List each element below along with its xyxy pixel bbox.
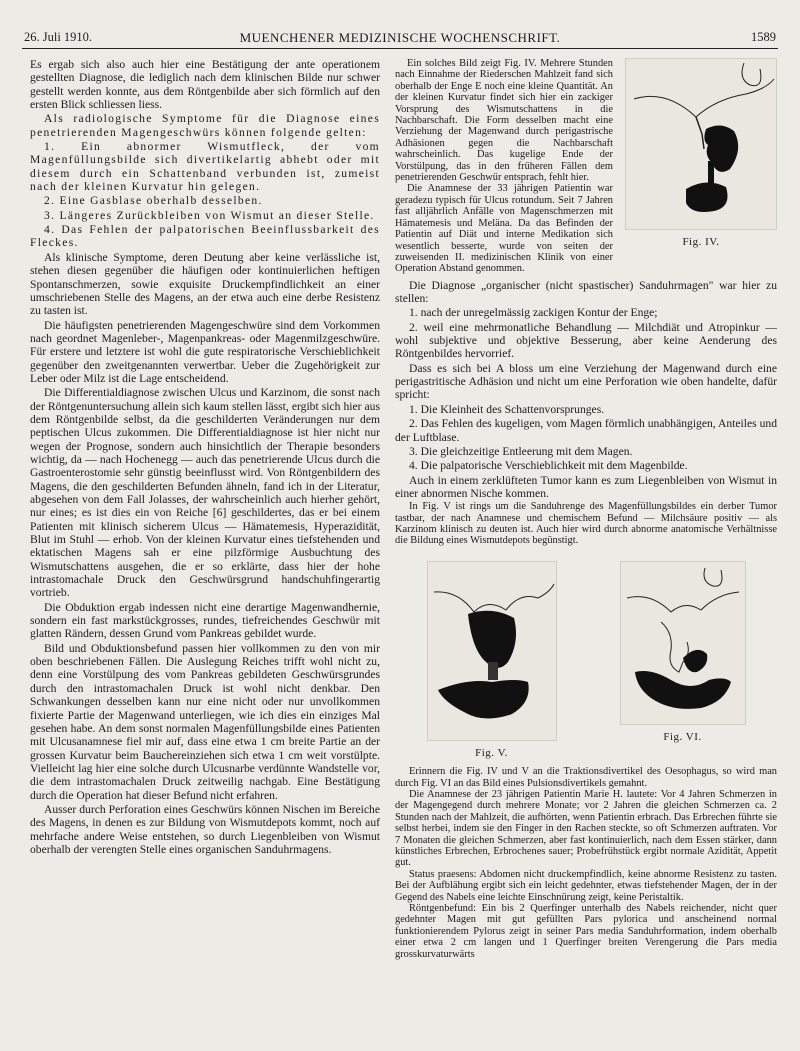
- paragraph: Ein solches Bild zeigt Fig. IV. Mehrere Stunden nach Einnahme der Riederschen Mahlzeit fand sich oberhalb der Enge E noch eine kleine Quantität. An der kleinen Kurvatur findet sich hier ein zackiger Vorsprung des Wismutschattens in die Nachbarschaft. Die Form desselben macht eine Verziehung der Magenwand durch perigastrische Adhäsionen gegen die Nachbarschaft wahrscheinlich. Das kugelige Ende der Vorstülpung, das in den früheren Fällen dem penetrierenden Geschwür entsprach, fehlt hier.: [395, 58, 613, 184]
- paragraph: Die Differentialdiagnose zwischen Ulcus und Karzinom, die sonst nach der Röntgenuntersuchung allein sich kaum stellen lässt, ergibt sich hier aus dem Röntgenbilde selbst, da die geschilderten Veränderungen nur dem peptischen Ulcus zukommen. Die Differentialdiagnose ist hier nicht nur wegen der Prognose, sondern auch hinsichtlich der Therapie besonders wichtig, da — nach Hochenegg — auch das penetrierende Ulcus durch die Gastroenterostomie sehr günstig beeinflusst wird. Von Röntgenbildern des Magens, die den geschilderten Befunden ähneln, fand ich in der Literatur, abgesehen von dem Fall Jolasses, der wahrscheinlich auch hierher gehört, nur eines; es ist dies ein von Reiche [6] geschildertes, das er bei einem Patienten mit klinisch sicherem Ulcus — Hämatemesis, Hyperazidität, Blut im Stuhl — erhob. Von der kleinen Kurvatur eines tiefstehenden und ektatischen Magens sah er eine pilzförmige Ausbuchtung des Wismutschattens ausgehen, die er so erklärte, dass hier der hohe intrastomachale Druck den Geschwürsgrund handschuhfingerartig vortrieb.: [30, 386, 380, 600]
- figure-v-caption: Fig. V.: [475, 746, 508, 759]
- list-item: 2. weil eine mehrmonatliche Behandlung — Milchdiät und Atropinkur — wohl subjektive und objektive Besserung, aber keine Aenderung des Röntgenbildes hervorrief.: [395, 320, 777, 361]
- fig4-text: [395, 58, 613, 275]
- list-item: 1. Ein abnormer Wismutfleck, der vom Magenfüllungsbilde sich divertikelartig abhebt oder mit diesem durch ein Schattenband verbunden ist, zumeist nach der kleinen Kurvatur hin gelegen.: [30, 140, 380, 194]
- paragraph: Erinnern die Fig. IV und V an die Traktionsdivertikel des Oesophagus, so wird man durch Fig. VI an das Bild eines Pulsionsdivertikels gemahnt.: [395, 766, 777, 789]
- figure-v: [427, 561, 557, 760]
- figure-iv: [625, 58, 777, 275]
- paragraph: In Fig. V ist rings um die Sanduhrenge des Magenfüllungsbildes ein derber Tumor tastbar, der nach Anamnese und chemischem Befund — Milchsäure positiv — als Karzinom klinisch zu deuten ist. Auch hier wird durch abnorme anatomische Verhältnisse die Bildung eines Wismutdepots begünstigt.: [395, 501, 777, 547]
- paragraph: Ausser durch Perforation eines Geschwürs können Nischen im Bereiche des Magens, in denen es zur Bildung von Wismutdepots kommt, noch auf mehrfache andere Weise entstehen, so durch Liegenbleiben von Wismut oberhalb der verengten Stelle eines organischen Sanduhrmagens.: [30, 802, 380, 856]
- paragraph: Bild und Obduktionsbefund passen hier vollkommen zu den von mir oben beschriebenen Fällen. Die Auslegung Reiches trifft wohl nicht zu, denn eine Vorstülpung des vom Pankreas gebildeten Geschwürsgrundes durch den intrastomachalen Druck ist wohl nicht denkbar. Den Schwankungen desselben kann nur eine nicht oder nur unvollkommen fixierte Partie der Magenwand unterliegen, wie ich dies ein einziges Mal gesehen habe. An dem sonst normalen Magenfüllungsbilde eines Patienten mit Ulcusanamnese fiel mir auf, dass eine etwa 1 cm breite Partie an der grossen Kurvatur beim Bauchereinziehen sich etwa 1 cm weit vorstülpte. Vielleicht lag hier eine solche durch Ulcusnarbe verdünnte Wandstelle vor, die dem intrastomachalen Druck zeitweilig nachgab. Eine Bestätigung durch die Operation hat dieser Befund nicht erfahren.: [30, 641, 380, 802]
- fig4-section: [395, 58, 777, 275]
- list-item: 3. Die gleichzeitige Entleerung mit dem Magen.: [409, 444, 633, 458]
- paragraph: Auch in einem zerklüfteten Tumor kann es zum Liegenbleiben von Wismut in einer abnormen Nische kommen.: [395, 473, 777, 500]
- list-item: 2. Das Fehlen des kugeligen, vom Magen förmlich unabhängigen, Anteiles und der Luftblase.: [395, 417, 777, 444]
- list-item: 1. Die Kleinheit des Schattenvorsprunges.: [409, 402, 605, 416]
- list-item: 2. Eine Gasblase oberhalb desselben.: [44, 194, 263, 208]
- list-item: 1. nach der unregelmässig zackigen Kontur der Enge;: [409, 306, 658, 320]
- figure-iv-xray-image: [625, 58, 777, 230]
- list-item: 4. Die palpatorische Verschieblichkeit mit dem Magenbilde.: [409, 459, 688, 473]
- list-item: 3. Längeres Zurückbleiben von Wismut an dieser Stelle.: [44, 208, 375, 222]
- figure-vi-caption: Fig. VI.: [663, 730, 702, 743]
- page-header: [22, 26, 778, 49]
- journal-title: MUENCHENER MEDIZINISCHE WOCHENSCHRIFT.: [239, 30, 561, 45]
- paragraph: Als klinische Symptome, deren Deutung aber keine verlässliche ist, stehen diesen gegenüber die häufigen oder kontinuierlichen heftigen Spontanschmerzen, sowie exquisite Druckempfindlichkeit an einer umschriebenen Stelle des Magens, an der etwa auch eine derbe Resistenz zu tasten ist.: [30, 250, 380, 318]
- paragraph: Es ergab sich also auch hier eine Bestätigung der ante operationem gestellten Diagnose, die lediglich nach dem klinischen Bilde nur schwer gestellt werden konnte, aus dem Röntgenbilde aber sich förmlich auf den ersten Blick schliessen liess.: [30, 58, 380, 112]
- list-item: 4. Das Fehlen der palpatorischen Beeinflussbarkeit des Fleckes.: [30, 223, 380, 250]
- paragraph: Die Anamnese der 23 jährigen Patientin Marie H. lautete: Vor 4 Jahren Schmerzen in der Magengegend durch mehrere Monate; vor 2 Jahren die gleichen Schmerzen ca. 2 Stunden nach der Mahlzeit, die aufhörten, wenn Patientin erbrach. Das Erbrechen führte sie selbst herbei, indem sie den Finger in den Rachen steckte, so oft Schmerzen auftraten. Vor 7 Monaten die gleichen Schmerzen, aber fast kontinuierlich, nach dem Essen stärker, dann künstliches Erbrechen, Erbrochenes sauer; Probefrühstück ergibt normale Azidität, Appetit gut.: [395, 789, 777, 869]
- paragraph: Die häufigsten penetrierenden Magengeschwüre sind dem Vorkommen nach geordnet Magenleber-, Magenpankreas- oder Magenmilzgeschwüre. Für erstere und letztere ist wohl die gute respiratorische Verschieblichkeit gegenüber den zweitgenannten verwertbar. Ueber die Zugehörigkeit zur Leber oder Milz ist die Lage entscheidend.: [30, 318, 380, 385]
- paragraph: Die Anamnese der 33 jährigen Patientin war geradezu typisch für Ulcus rotundum. Seit 7 Jahren fast alljährlich Anfälle von Magenschmerzen mit Hämatemesis und Meläna. Da das Befinden der Patientin auf Diät und interne Medikation sich wesentlich besserte, wurde von seiten der zuweisenden II. medizinischen Klinik von einer Operation Abstand genommen.: [395, 183, 613, 275]
- right-column: [395, 58, 777, 960]
- left-column: [30, 58, 380, 857]
- anamnesis-section: [395, 766, 777, 960]
- paragraph: Dass es sich bei A bloss um eine Verziehung der Magenwand durch eine perigastritische Adhäsion und nicht um eine Perforation wie oben handelte, dafür spricht:: [395, 361, 777, 402]
- paragraph: Status praesens: Abdomen nicht druckempfindlich, keine abnorme Resistenz zu tasten. Bei der Aufblähung ergibt sich ein leicht gedehnter, etwas tiefstehender Magen, der in der Gegend des Nabels eine leichte Einschnürung zeigt, keine Peristaltik.: [395, 868, 777, 903]
- paragraph: Röntgenbefund: Ein bis 2 Querfinger unterhalb des Nabels reichender, nicht quer gedehnter Magen mit gut gefüllten Pars pylorica und anscheinend normal funktionierendem Pylorus zeigt in seiner Pars media Sanduhrformation, indem oberhalb einer etwa 2 cm langen und 1 Querfinger breiten Verengerung die Pars media grosskurvaturwärts: [395, 903, 777, 960]
- paragraph: Als radiologische Symptome für die Diagnose eines penetrierenden Magengeschwürs können folgende gelten:: [30, 112, 380, 139]
- figure-vi: [620, 561, 746, 760]
- figure-vi-xray-image: [620, 561, 746, 725]
- figure-iv-caption: Fig. IV.: [682, 236, 720, 248]
- paragraph: Die Diagnose „organischer (nicht spastischer) Sanduhrmagen" war hier zu stellen:: [395, 278, 777, 306]
- figures-v-vi: [395, 561, 777, 760]
- paragraph: Die Obduktion ergab indessen nicht eine derartige Magenwandhernie, sondern ein fast markstückgrosses, rundes, tiefreichendes Geschwür mit glatten Rändern, dessen Grund vom Pankreas gebildet wurde.: [30, 600, 380, 641]
- figure-v-xray-image: [427, 561, 557, 741]
- header-date: 26. Juli 1910.: [24, 30, 93, 44]
- page-number: 1589: [751, 30, 776, 44]
- fig5-intro: [395, 501, 777, 547]
